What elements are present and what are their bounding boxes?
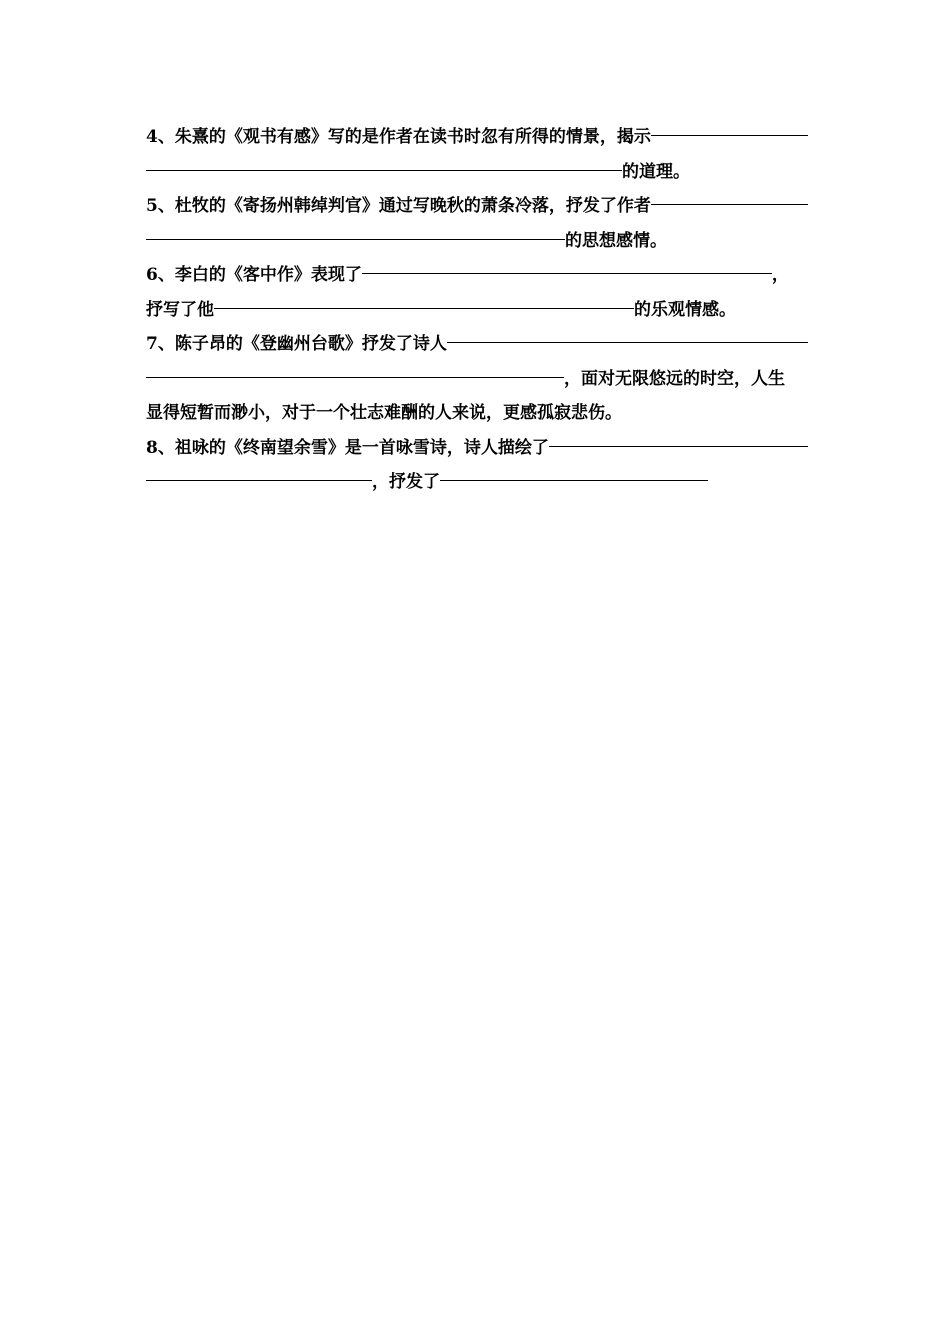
- question-7-suffix: ，面对无限悠远的时空，人生: [564, 368, 785, 389]
- fill-in-blank-questions: [146, 120, 808, 500]
- question-8-line-1: [146, 431, 808, 466]
- answer-blank-7a[interactable]: [447, 341, 808, 343]
- answer-blank-8c[interactable]: [440, 479, 708, 481]
- question-6-suffix: 的乐观情感。: [634, 299, 736, 320]
- question-8-text: 8、祖咏的《终南望余雪》是一首咏雪诗，诗人描绘了: [146, 437, 549, 458]
- question-7-line-1: [146, 327, 808, 362]
- question-5-text: 5、杜牧的《寄扬州韩绰判官》通过写晚秋的萧条冷落，抒发了作者: [146, 196, 651, 216]
- answer-blank-8a[interactable]: [549, 445, 808, 447]
- question-6-line-1: [146, 258, 808, 293]
- question-5-line-2: [146, 224, 808, 259]
- answer-blank-7b[interactable]: [146, 376, 564, 378]
- question-8-line-2: [146, 465, 808, 500]
- question-6-text: 6、李白的《客中作》表现了: [146, 265, 362, 285]
- question-7-continuation: 显得短暂而渺小，对于一个壮志难酬的人来说，更感孤寂悲伤。: [146, 403, 622, 423]
- question-7-text: 7、陈子昂的《登幽州台歌》抒发了诗人: [146, 334, 447, 354]
- question-5-line-1: [146, 189, 808, 224]
- answer-blank-4a[interactable]: [651, 134, 808, 136]
- question-6-line-2: [146, 293, 808, 328]
- question-7-line-3: [146, 396, 808, 431]
- answer-blank-6b[interactable]: [214, 307, 634, 309]
- question-4-line-1: [146, 120, 808, 155]
- question-8-middle: ，抒发了: [372, 472, 440, 492]
- question-5-suffix: 的思想感情。: [565, 230, 667, 251]
- answer-blank-6a[interactable]: [362, 272, 772, 274]
- answer-blank-4b[interactable]: [146, 169, 622, 171]
- answer-blank-5a[interactable]: [651, 203, 808, 205]
- answer-blank-5b[interactable]: [146, 238, 565, 240]
- question-4-line-2: [146, 155, 808, 190]
- question-6-prefix: 抒写了他: [146, 299, 214, 320]
- question-4-suffix: 的道理。: [622, 161, 690, 182]
- answer-blank-8b[interactable]: [146, 479, 372, 481]
- question-7-line-2: [146, 362, 808, 397]
- question-6-comma: ，: [771, 265, 789, 285]
- question-4-text: 4、朱熹的《观书有感》写的是作者在读书时忽有所得的情景，揭示: [146, 127, 651, 147]
